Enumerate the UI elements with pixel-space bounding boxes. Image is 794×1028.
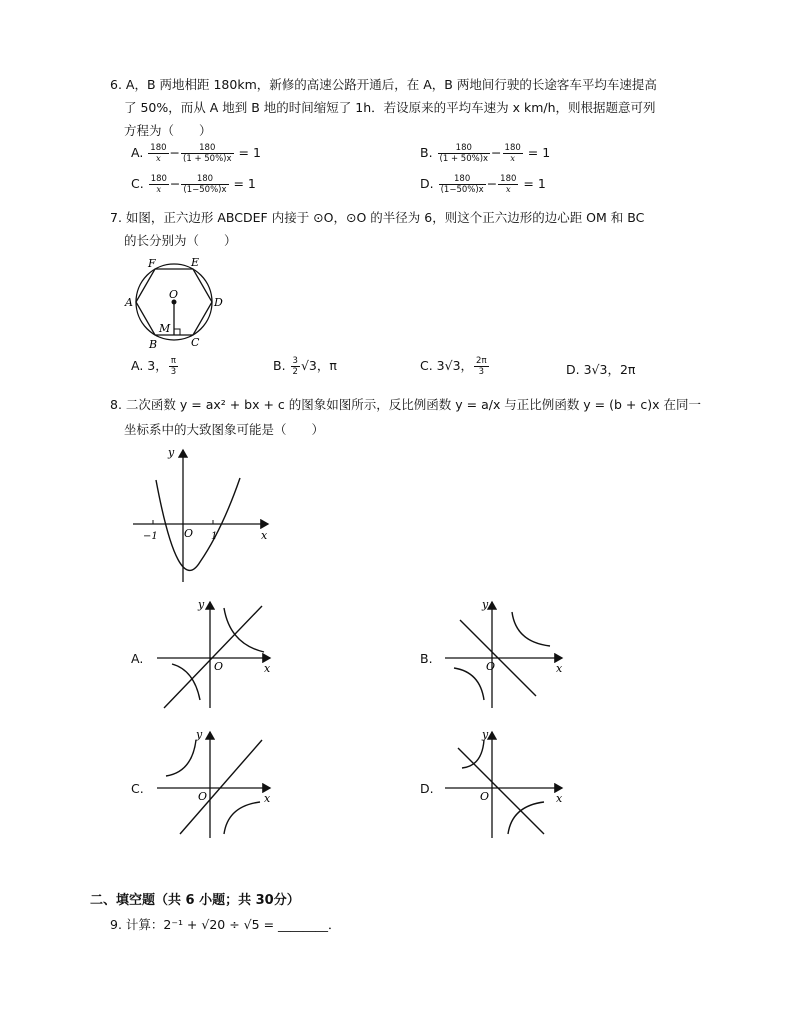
main-x-label: x — [261, 529, 268, 542]
label-o: O — [169, 288, 179, 301]
main-origin: O — [184, 527, 194, 540]
q7-option-b[interactable]: B. $\frac{3}{2}$ √3，π — [273, 356, 337, 377]
svg-text:x: x — [556, 792, 563, 805]
label-m: M — [159, 322, 171, 335]
parabola-graph — [128, 444, 278, 586]
q8-option-c-graph[interactable] — [152, 726, 282, 841]
q8-option-b-graph[interactable] — [440, 596, 570, 711]
q7-line1: 7. 如图，正六边形 ABCDEF 内接于 ⊙O，⊙O 的半径为 6，则这个正六边形的边心距 OM 和 BC — [110, 210, 645, 225]
svg-text:x: x — [556, 662, 563, 675]
b-hyperbola-q1 — [512, 612, 550, 646]
label-a: A — [125, 296, 133, 309]
q7-option-c[interactable]: C. 3√3， $\frac{2\pi}{3}$ — [420, 356, 487, 377]
q6-a-frac1: $\frac{180}{x}$ — [150, 143, 167, 164]
q6-option-a[interactable]: A. $\frac{180}{x}$ − $\frac{180}{(1 + 50\%)x}$ = 1 — [131, 143, 261, 164]
q7-line2: 的长分别为（ ） — [124, 233, 237, 248]
q6-b-frac1: $\frac{180}{(1 + 50\%)x}$ — [439, 143, 489, 164]
q8-line1: 8. 二次函数 y = ax² + bx + c 的图象如图所示，反比例函数 y = a/x 与正比例函数 y = (b + c)x 在同一 — [110, 397, 701, 412]
q8-option-b-label[interactable]: B. — [420, 651, 433, 666]
c-hyperbola-q2 — [166, 740, 196, 776]
q6-option-c[interactable]: C. $\frac{180}{x}$ − $\frac{180}{(1-50\%)x}$ = 1 — [131, 174, 256, 195]
q8-option-a-label[interactable]: A. — [131, 651, 144, 666]
svg-text:y: y — [482, 598, 489, 611]
svg-text:y: y — [198, 598, 205, 611]
d-hyperbola-q2 — [462, 740, 484, 768]
q6-c-frac2: $\frac{180}{(1-50\%)x}$ — [183, 174, 227, 195]
a-hyperbola-q1 — [224, 608, 264, 652]
label-d: D — [214, 296, 223, 309]
hexagon-figure — [118, 252, 228, 352]
q8-line2: 坐标系中的大致图象可能是（ ） — [124, 422, 325, 437]
d-line — [458, 748, 544, 834]
b-hyperbola-q3 — [454, 668, 484, 700]
svg-text:x: x — [264, 792, 271, 805]
svg-text:y: y — [482, 728, 489, 741]
section-2-title: 二、填空题（共 6 小题；共 30分） — [90, 893, 300, 908]
c-hyperbola-q4 — [224, 802, 260, 834]
svg-text:x: x — [264, 662, 271, 675]
svg-text:y: y — [196, 728, 203, 741]
right-angle-mark — [174, 329, 180, 335]
q6-d-frac1: $\frac{180}{(1-50\%)x}$ — [440, 174, 484, 195]
q8-option-c-label[interactable]: C. — [131, 781, 144, 796]
q6-option-d[interactable]: D. $\frac{180}{(1-50\%)x}$ − $\frac{180}{x}$ = 1 — [420, 174, 546, 195]
main-neg1: −1 — [143, 531, 158, 542]
q8-option-d-graph[interactable] — [440, 726, 570, 841]
svg-text:O: O — [214, 660, 224, 673]
q6-d-frac2: $\frac{180}{x}$ — [500, 174, 517, 195]
q6-b-frac2: $\frac{180}{x}$ — [504, 143, 521, 164]
q6-line3: 方程为（ ） — [124, 123, 212, 138]
q6-line2: 了 50%，而从 A 地到 B 地的时间缩短了 1h．若设原来的平均车速为 x km/h，则根据题意可列 — [124, 100, 656, 115]
main-one: 1 — [211, 531, 218, 542]
label-e: E — [191, 256, 200, 269]
q8-option-a-graph[interactable] — [152, 596, 282, 711]
q6-option-b[interactable]: B. $\frac{180}{(1 + 50\%)x}$ − $\frac{180}{x}$ = 1 — [420, 143, 551, 164]
q8-option-d-label[interactable]: D. — [420, 781, 434, 796]
label-c: C — [191, 336, 200, 349]
q6-c-frac1: $\frac{180}{x}$ — [150, 174, 167, 195]
main-y-label: y — [168, 446, 175, 459]
q7-option-d[interactable]: D. 3√3，2π — [566, 362, 636, 377]
q7-option-a[interactable]: A. 3， $\frac{\pi}{3}$ — [131, 356, 177, 377]
svg-text:O: O — [198, 790, 208, 803]
q6-line1: 6. A，B 两地相距 180km，新修的高速公路开通后，在 A，B 两地间行驶的长途客车平均车速提高 — [110, 77, 657, 92]
a-line — [164, 606, 262, 708]
label-b: B — [149, 338, 158, 351]
q9-text: 9. 计算：2⁻¹ + √20 ÷ √5 = ________． — [110, 917, 341, 932]
q6-a-frac2: $\frac{180}{(1 + 50\%)x}$ — [183, 143, 232, 164]
svg-text:O: O — [486, 660, 496, 673]
svg-text:O: O — [480, 790, 490, 803]
label-f: F — [148, 257, 156, 270]
